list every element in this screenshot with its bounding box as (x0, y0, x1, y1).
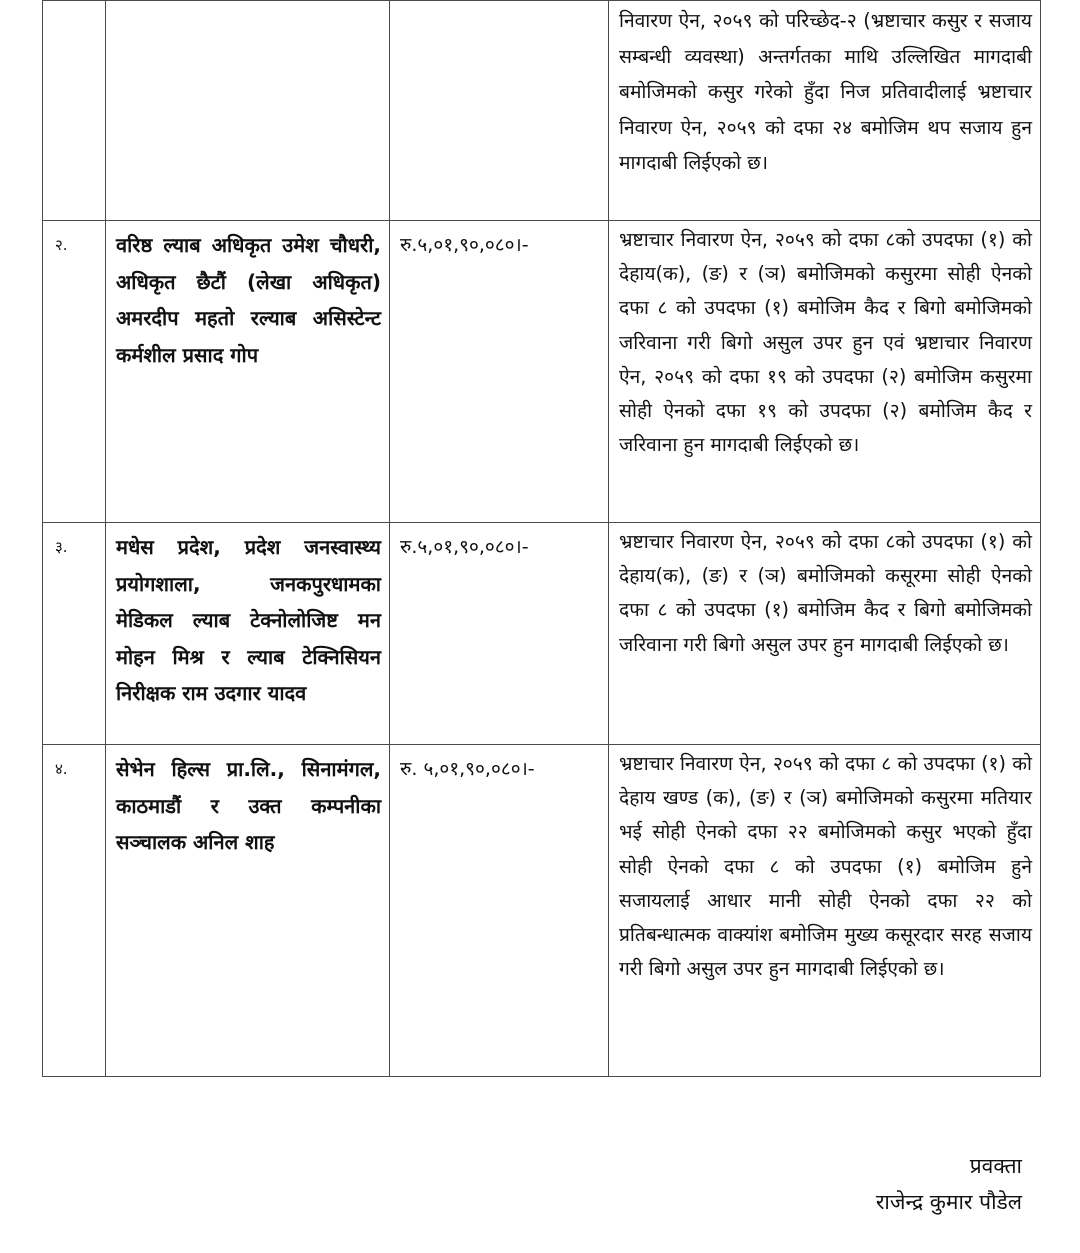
charge-description: भ्रष्टाचार निवारण ऐन, २०५९ को दफा ८को उपदफा (१) को देहाय(क), (ङ) र (ञ) बमोजिमको कसुरमा सोही ऐनको दफा ८ को उपदफा (१) बमोजिम कैद र बिगो बमोजिमको जरिवाना गरी बिगो असुल उपर हुन एवं भ्रष्टाचार निवारण ऐन, २०५९ को दफा १९ को उपदफा (२) बमोजिम कसुरमा सोही ऐनको दफा १९ को उपदफा (२) बमोजिम कैद र जरिवाना हुन मागदाबी लिईएको छ। (619, 228, 1032, 457)
amount-cell (390, 1, 609, 221)
table-row (43, 221, 1041, 523)
amount-cell (390, 523, 609, 745)
charge-table (42, 0, 1041, 1077)
serial-cell (43, 221, 106, 523)
charge-description: भ्रष्टाचार निवारण ऐन, २०५९ को दफा ८ को उपदफा (१) को देहाय खण्ड (क), (ङ) र (ञ) बमोजिमको कसुरमा मतियार भई सोही ऐनको दफा २२ बमोजिमको कसुर भएको हुँदा सोही ऐनको दफा ८ को उपदफा (१) बमोजिम हुने सजायलाई आधार मानी सोही ऐनको दफा २२ को प्रतिबन्धात्मक वाक्यांश बमोजिम मुख्य कसूरदार सरह सजाय गरी बिगो असुल उपर हुन मागदाबी लिईएको छ। (619, 752, 1032, 981)
serial-cell (43, 523, 106, 745)
description-cell (609, 1, 1041, 221)
claim-amount (390, 1, 608, 7)
serial-number: ३. (55, 538, 68, 556)
charge-description: निवारण ऐन, २०५९ को परिच्छेद-२ (भ्रष्टाचार कसुर र सजाय सम्बन्धी व्यवस्था) अन्तर्गतका माथि उल्लिखित मागदाबी बमोजिमको कसुर गरेको हुँदा निज प्रतिवादीलाई भ्रष्टाचार निवारण ऐन, २०५९ को दफा २४ बमोजिम थप सजाय हुन मागदाबी लिईएको छ। (619, 9, 1032, 174)
description-cell (609, 523, 1041, 745)
defendant-name: सेभेन हिल्स प्रा.लि., सिनामंगल, काठमाडौं र उक्त कम्पनीका सञ्चालक अनिल शाह (116, 757, 381, 854)
signature-block (876, 1148, 1022, 1220)
defendant-cell (106, 523, 390, 745)
serial-cell (43, 1, 106, 221)
defendant-name: वरिष्ठ ल्याब अधिकृत उमेश चौधरी, अधिकृत छैटौं (लेखा अधिकृत) अमरदीप महतो रल्याब असिस्टेन्ट कर्मशील प्रसाद गोप (116, 233, 381, 367)
defendant-cell (106, 745, 390, 1077)
claim-amount: रु.५,०१,९०,०८०।- (400, 234, 529, 256)
serial-number (43, 1, 105, 15)
spokesperson-name: राजेन्द्र कुमार पौडेल (875, 1190, 1022, 1214)
table-row (43, 1, 1041, 221)
amount-cell (390, 745, 609, 1077)
defendant-cell (106, 221, 390, 523)
serial-cell (43, 745, 106, 1077)
defendant-name (106, 1, 389, 7)
description-cell (609, 745, 1041, 1077)
serial-number: २. (55, 236, 68, 254)
table-row (43, 523, 1041, 745)
defendant-name: मधेस प्रदेश, प्रदेश जनस्वास्थ्य प्रयोगशाला, जनकपुरधामका मेडिकल ल्याब टेक्नोलोजिष्ट मन मोहन मिश्र र ल्याब टेक्निसियन निरीक्षक राम उदगार यादव (116, 535, 381, 705)
description-cell (609, 221, 1041, 523)
charge-description: भ्रष्टाचार निवारण ऐन, २०५९ को दफा ८को उपदफा (१) को देहाय(क), (ङ) र (ञ) बमोजिमको कसूरमा सोही ऐनको दफा ८ को उपदफा (१) बमोजिम कैद र बिगो बमोजिमको जरिवाना गरी बिगो असुल उपर हुन मागदाबी लिईएको छ। (619, 530, 1032, 656)
claim-amount: रु. ५,०१,९०,०८०।- (400, 758, 535, 780)
claim-amount: रु.५,०१,९०,०८०।- (400, 536, 529, 558)
amount-cell (390, 221, 609, 523)
defendant-cell (106, 1, 390, 221)
table-row (43, 745, 1041, 1077)
spokesperson-title: प्रवक्ता (969, 1154, 1022, 1178)
serial-number: ४. (55, 760, 68, 778)
